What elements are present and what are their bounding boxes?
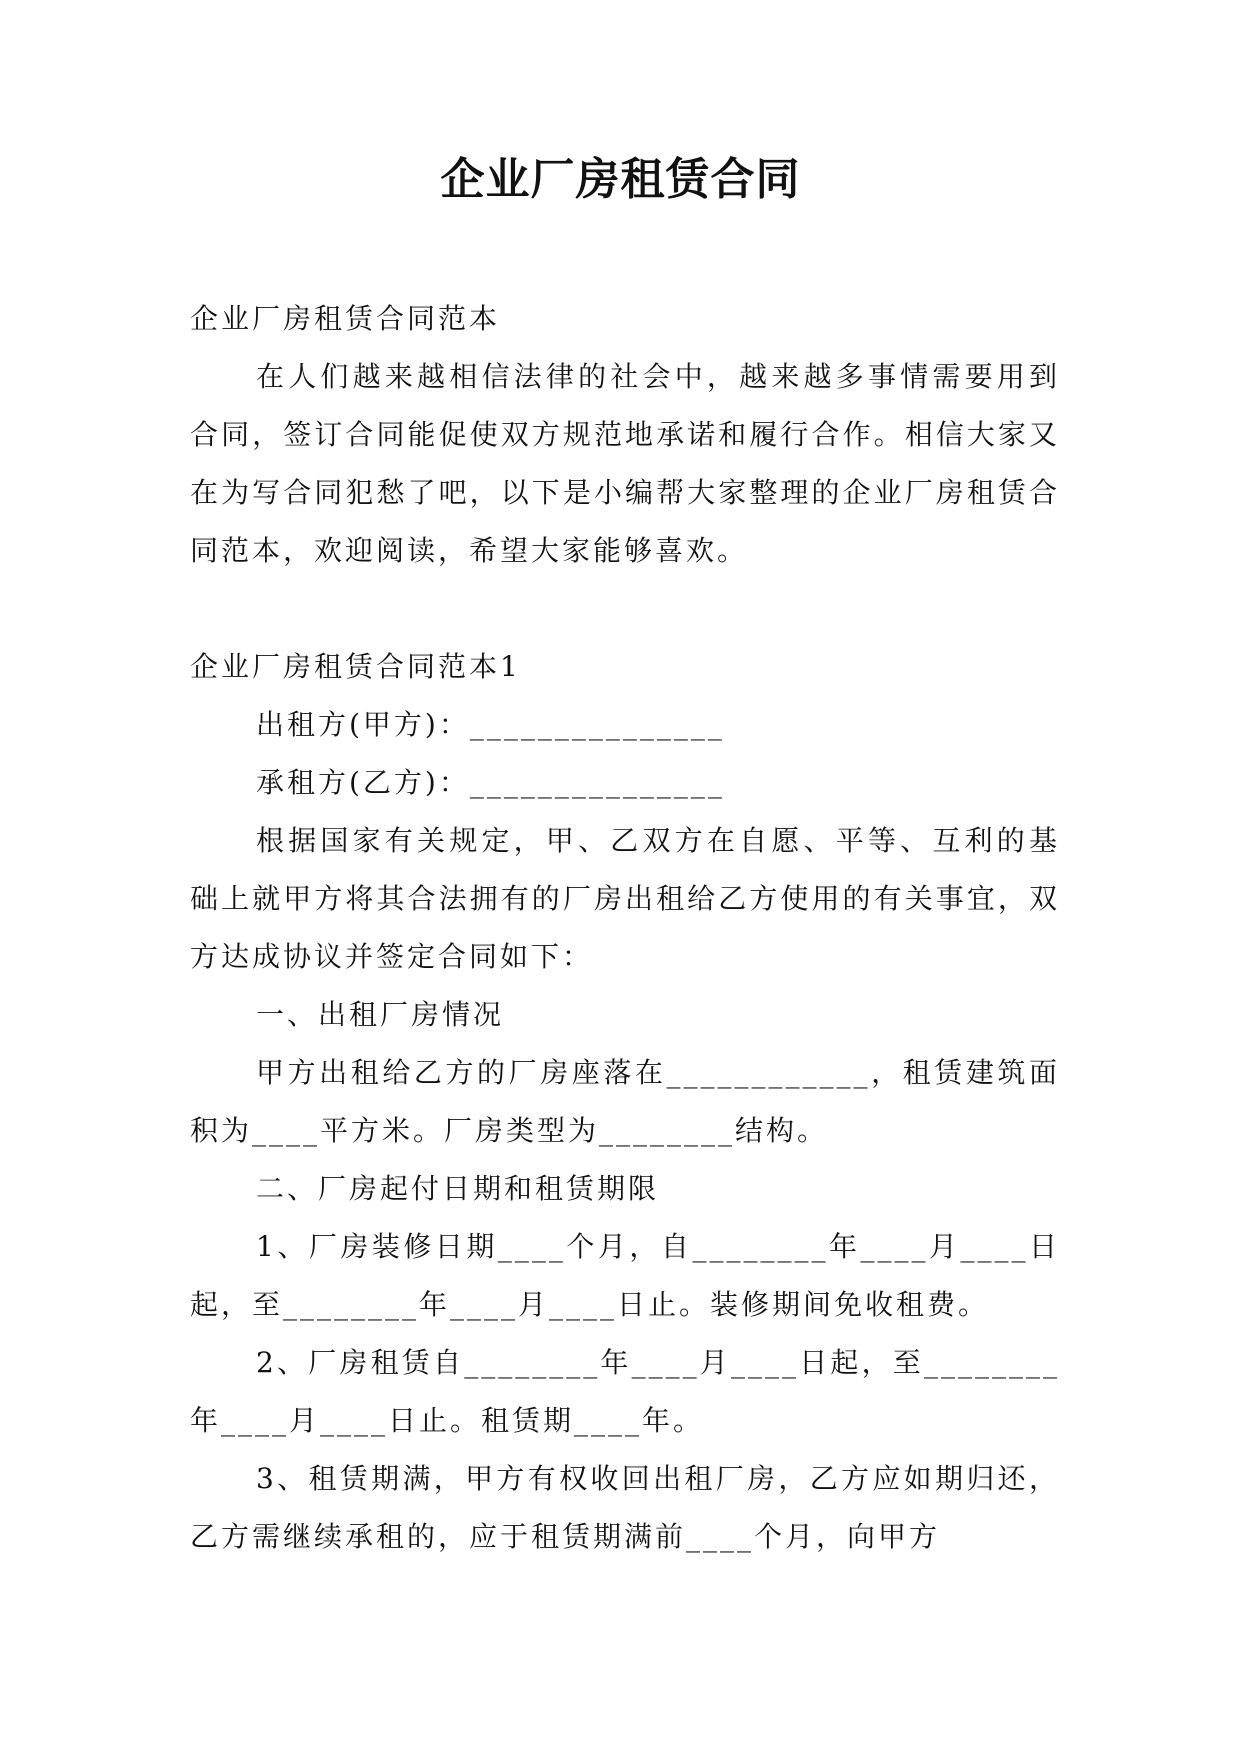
subtitle-paragraph: 企业厂房租赁合同范本 — [190, 302, 501, 335]
preamble-paragraph: 根据国家有关规定，甲、乙双方在自愿、平等、互利的基础上就甲方将其合法拥有的厂房出租给乙方使用的有关事宜，双方达成协议并签定合同如下： — [190, 824, 1060, 973]
clause-2-item-1: 1、厂房装修日期____个月，自________年____月____日起，至________年____月____日止。装修期间免收租费。 — [190, 1230, 1060, 1321]
section-heading: 企业厂房租赁合同范本1 — [190, 650, 521, 683]
clause-1-body: 甲方出租给乙方的厂房座落在____________，租赁建筑面积为____平方米。厂房类型为________结构。 — [190, 1056, 1060, 1147]
intro-paragraph: 在人们越来越相信法律的社会中，越来越多事情需要用到合同，签订合同能促使双方规范地承诺和履行合作。相信大家又在为写合同犯愁了吧，以下是小编帮大家整理的企业厂房租赁合同范本，欢迎阅读，希望大家能够喜欢。 — [190, 360, 1060, 567]
clause-1-heading: 一、出租厂房情况 — [256, 998, 505, 1031]
clause-2-item-3: 3、租赁期满，甲方有权收回出租厂房，乙方应如期归还，乙方需继续承租的，应于租赁期满前____个月，向甲方 — [190, 1462, 1060, 1553]
clause-2-item-2: 2、厂房租赁自________年____月____日起，至________年____月____日止。租赁期____年。 — [190, 1346, 1060, 1437]
clause-2-heading: 二、厂房起付日期和租赁期限 — [256, 1172, 660, 1205]
document-body — [190, 290, 1060, 1566]
party-a-line: 出租方(甲方)：_______________ — [256, 708, 725, 741]
party-b-line: 承租方(乙方)：_______________ — [256, 766, 725, 799]
paragraph-gap — [190, 580, 1060, 638]
document-title: 企业厂房租赁合同 — [440, 154, 801, 205]
